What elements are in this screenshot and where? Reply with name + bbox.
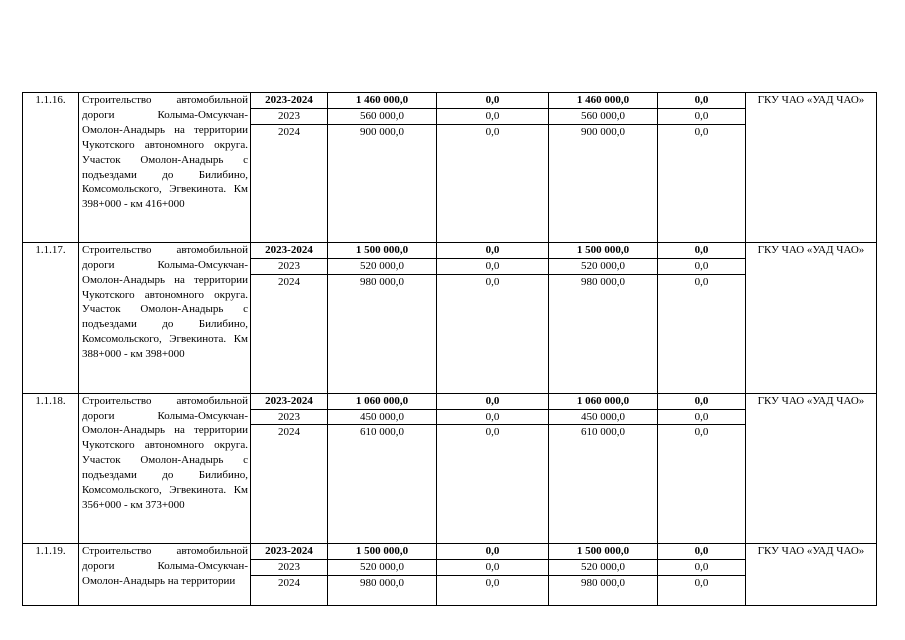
cell-c1: 0,0 — [437, 544, 549, 560]
cell-c3: 0,0 — [658, 258, 746, 274]
executor: ГКУ ЧАО «УАД ЧАО» — [746, 393, 877, 544]
cell-c1: 0,0 — [437, 242, 549, 258]
cell-total: 610 000,0 — [328, 425, 437, 544]
table-row-total — [23, 393, 877, 409]
cell-years: 2023-2024 — [251, 93, 328, 109]
cell-c2: 1 060 000,0 — [549, 393, 658, 409]
table-row-total — [23, 242, 877, 258]
cell-c3: 0,0 — [658, 560, 746, 576]
cell-total: 980 000,0 — [328, 274, 437, 393]
cell-years: 2023-2024 — [251, 242, 328, 258]
cell-c1: 0,0 — [437, 124, 549, 242]
cell-c1: 0,0 — [437, 274, 549, 393]
cell-c2: 520 000,0 — [549, 258, 658, 274]
executor: ГКУ ЧАО «УАД ЧАО» — [746, 93, 877, 243]
cell-years: 2024 — [251, 425, 328, 544]
table-row-total — [23, 93, 877, 109]
row-number: 1.1.18. — [23, 393, 79, 544]
object-name-text: Строительство автомобильной дороги Колыма-Омсукчан-Омолон-Анадырь на территории Чукотского автономного округа. Участок Омолон-Анадырь с подъездами до Билибино, Комсомольского, Эгвекинота. Км 398+000 - км 416+000 — [82, 94, 248, 211]
cell-c3: 0,0 — [658, 409, 746, 425]
cell-total: 1 500 000,0 — [328, 242, 437, 258]
object-name — [79, 242, 251, 393]
cell-total: 450 000,0 — [328, 409, 437, 425]
cell-years: 2023-2024 — [251, 544, 328, 560]
cell-c1: 0,0 — [437, 409, 549, 425]
table-body — [23, 93, 877, 606]
cell-c1: 0,0 — [437, 108, 549, 124]
object-name-text: Строительство автомобильной дороги Колыма-Омсукчан-Омолон-Анадырь на территории Чукотского автономного округа. Участок Омолон-Анадырь с подъездами до Билибино, Комсомольского, Эгвекинота. Км 388+000 - км 398+000 — [82, 243, 248, 361]
cell-years: 2023 — [251, 258, 328, 274]
cell-total: 1 060 000,0 — [328, 393, 437, 409]
cell-c3: 0,0 — [658, 124, 746, 242]
cell-years: 2023 — [251, 108, 328, 124]
cell-c3: 0,0 — [658, 242, 746, 258]
cell-years: 2023-2024 — [251, 393, 328, 409]
cell-years: 2024 — [251, 576, 328, 606]
table-row-total — [23, 544, 877, 560]
cell-total: 520 000,0 — [328, 560, 437, 576]
cell-c3: 0,0 — [658, 93, 746, 109]
row-number: 1.1.19. — [23, 544, 79, 606]
object-name — [79, 544, 251, 606]
row-number: 1.1.16. — [23, 93, 79, 243]
executor: ГКУ ЧАО «УАД ЧАО» — [746, 544, 877, 606]
cell-total: 1 460 000,0 — [328, 93, 437, 109]
cell-total: 900 000,0 — [328, 124, 437, 242]
cell-c1: 0,0 — [437, 560, 549, 576]
cell-c2: 1 500 000,0 — [549, 242, 658, 258]
cell-c2: 980 000,0 — [549, 576, 658, 606]
cell-c1: 0,0 — [437, 576, 549, 606]
cell-c2: 1 500 000,0 — [549, 544, 658, 560]
object-name-text: Строительство автомобильной дороги Колыма-Омсукчан-Омолон-Анадырь на территории — [82, 545, 248, 588]
cell-total: 980 000,0 — [328, 576, 437, 606]
object-name — [79, 93, 251, 243]
cell-c2: 560 000,0 — [549, 108, 658, 124]
cell-c3: 0,0 — [658, 576, 746, 606]
object-name — [79, 393, 251, 544]
cell-c2: 610 000,0 — [549, 425, 658, 544]
cell-total: 560 000,0 — [328, 108, 437, 124]
cell-years: 2023 — [251, 560, 328, 576]
cell-c2: 450 000,0 — [549, 409, 658, 425]
cell-years: 2023 — [251, 409, 328, 425]
cell-c2: 900 000,0 — [549, 124, 658, 242]
cell-c3: 0,0 — [658, 274, 746, 393]
cell-c3: 0,0 — [658, 544, 746, 560]
cell-years: 2024 — [251, 124, 328, 242]
cell-total: 520 000,0 — [328, 258, 437, 274]
cell-c1: 0,0 — [437, 93, 549, 109]
cell-c3: 0,0 — [658, 425, 746, 544]
document-page — [22, 92, 876, 606]
cell-total: 1 500 000,0 — [328, 544, 437, 560]
cell-c2: 980 000,0 — [549, 274, 658, 393]
cell-c3: 0,0 — [658, 393, 746, 409]
program-table — [22, 92, 877, 606]
object-name-text: Строительство автомобильной дороги Колыма-Омсукчан-Омолон-Анадырь на территории Чукотского автономного округа. Участок Омолон-Анадырь с подъездами до Билибино, Комсомольского, Эгвекинота. Км 356+000 - км 373+000 — [82, 394, 248, 511]
cell-c2: 520 000,0 — [549, 560, 658, 576]
cell-c1: 0,0 — [437, 425, 549, 544]
executor: ГКУ ЧАО «УАД ЧАО» — [746, 242, 877, 393]
cell-c3: 0,0 — [658, 108, 746, 124]
cell-c2: 1 460 000,0 — [549, 93, 658, 109]
cell-c1: 0,0 — [437, 393, 549, 409]
cell-c1: 0,0 — [437, 258, 549, 274]
cell-years: 2024 — [251, 274, 328, 393]
row-number: 1.1.17. — [23, 242, 79, 393]
